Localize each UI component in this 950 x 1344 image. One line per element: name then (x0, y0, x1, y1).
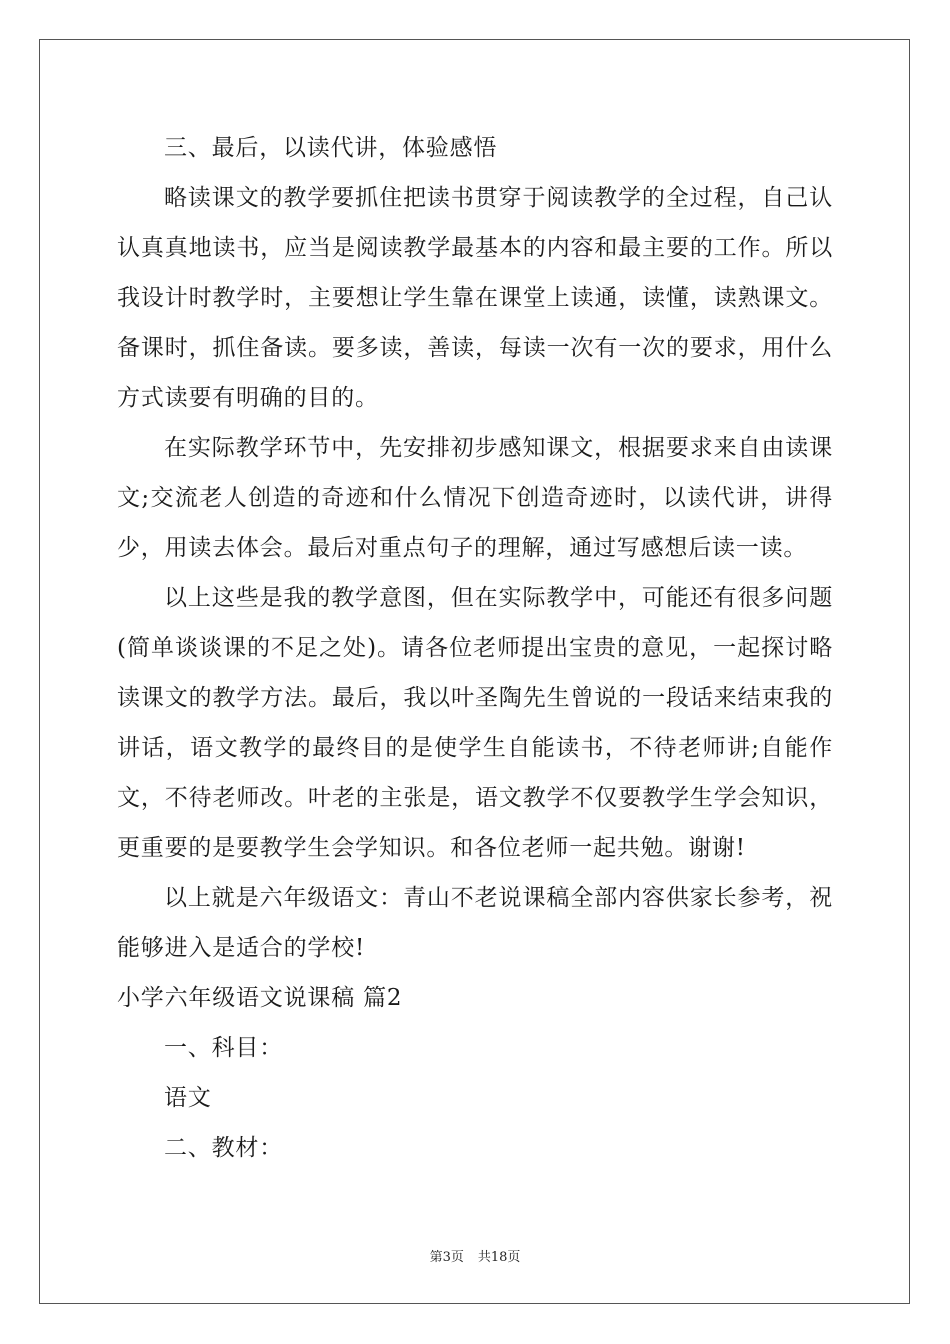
section-heading-3: 三、最后，以读代讲，体验感悟 (164, 135, 498, 161)
document-body (117, 123, 833, 1173)
page-total: 共18页 (477, 1250, 521, 1265)
page-number: 第3页 (429, 1250, 464, 1265)
section-heading-subject: 一、科目： (164, 1035, 283, 1061)
paragraph: 以上就是六年级语文：青山不老说课稿全部内容供家长参考，祝能够进入是适合的学校! (117, 885, 833, 961)
subject-value: 语文 (164, 1085, 212, 1111)
article-title: 小学六年级语文说课稿 篇2 (117, 985, 403, 1011)
paragraph: 在实际教学环节中，先安排初步感知课文，根据要求来自由读课文;交流老人创造的奇迹和什么情况下创造奇迹时，以读代讲，讲得少，用读去体会。最后对重点句子的理解，通过写感想后读一读。 (117, 435, 833, 561)
section-heading-textbook: 二、教材： (164, 1135, 283, 1161)
paragraph: 以上这些是我的教学意图，但在实际教学中，可能还有很多问题(简单谈谈课的不足之处)。请各位老师提出宝贵的意见，一起探讨略读课文的教学方法。最后，我以叶圣陶先生曾说的一段话来结束我的讲话，语文教学的最终目的是使学生自能读书，不待老师讲;自能作文，不待老师改。叶老的主张是，语文教学不仅要教学生学会知识，更重要的是要教学生会学知识。和各位老师一起共勉。谢谢! (117, 585, 833, 861)
page-footer (0, 1246, 950, 1265)
paragraph: 略读课文的教学要抓住把读书贯穿于阅读教学的全过程，自己认认真真地读书，应当是阅读教学最基本的内容和最主要的工作。所以我设计时教学时，主要想让学生靠在课堂上读通，读懂，读熟课文。备课时，抓住备读。要多读，善读，每读一次有一次的要求，用什么方式读要有明确的目的。 (117, 185, 833, 411)
